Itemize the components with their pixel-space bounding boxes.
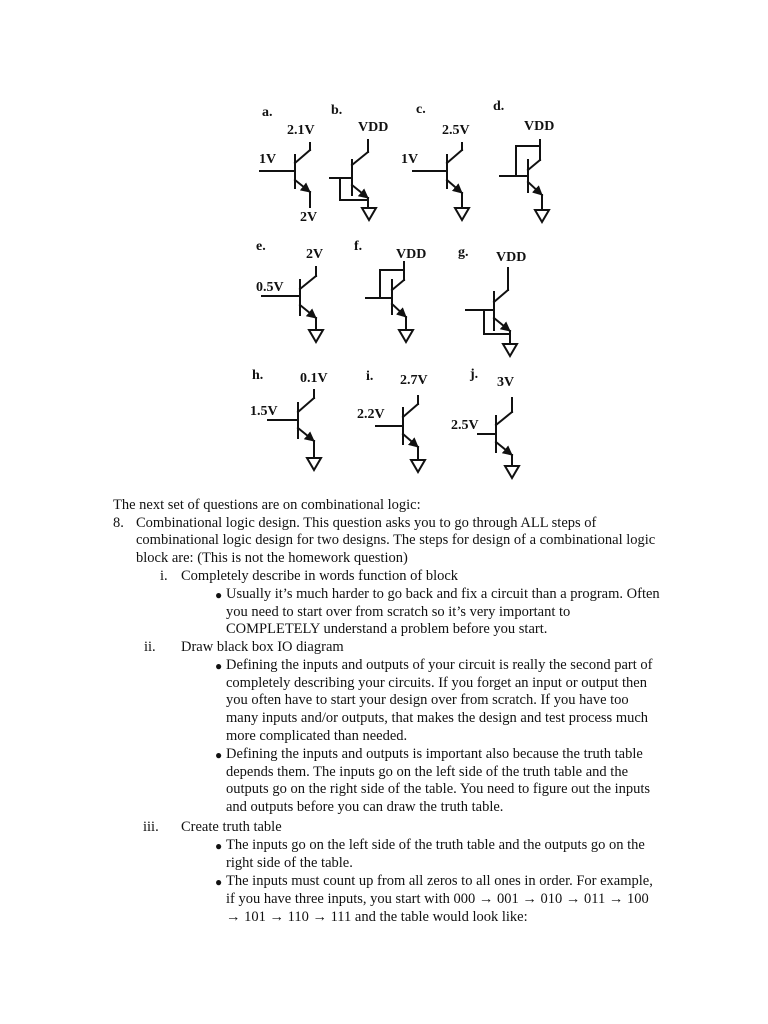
transistor-circuits-figure (0, 0, 768, 500)
voltage-c-collector: 2.5V (442, 123, 470, 138)
circuit-c (413, 143, 469, 220)
circuit-letter-f: f. (354, 239, 363, 254)
circuit-e (262, 267, 323, 342)
step-ii-bullet-1-line-1: Defining the inputs and outputs of your circuit is really the second part of (226, 657, 653, 673)
voltage-i-collector: 2.7V (400, 373, 428, 388)
step-ii-bullet-1-line-3: you often have to start your design over from scratch. If you have too (226, 692, 629, 708)
step-i-number: i. (160, 568, 168, 584)
circuit-letter-g: g. (458, 245, 469, 260)
bullet-icon: ● (215, 748, 223, 762)
voltage-a-collector: 2.1V (287, 123, 315, 138)
voltage-b-collector: VDD (358, 120, 389, 135)
step-ii-bullet-1-line-2: completely describing your circuits. If you forget an input or output then (226, 675, 647, 691)
circuit-j (478, 398, 519, 478)
step-i-bullet-1-line-3: COMPLETELY understand a problem before you start. (226, 621, 548, 637)
step-ii-bullet-2-line-3: outputs go on the right side of the table. You need to figure out the inputs (226, 781, 651, 797)
voltage-j-collector: 3V (497, 375, 515, 390)
circuit-g (466, 268, 517, 356)
circuit-d (500, 140, 549, 222)
bullet-icon: ● (215, 659, 223, 673)
circuit-letter-c: c. (416, 102, 426, 117)
circuit-letter-a: a. (262, 105, 273, 120)
circuit-letter-e: e. (256, 239, 266, 254)
step-iii-bullet-2-line-2: if you have three inputs, you start with 000 → 001 → 010 → 011 → 100 (226, 891, 649, 907)
circuit-f (366, 262, 413, 342)
question-8-line-3: block are: (This is not the homework question) (136, 550, 408, 566)
voltage-e-base: 0.5V (256, 280, 284, 295)
step-ii-bullet-2-line-2: depends them. The inputs go on the left side of the truth table and the (226, 764, 629, 780)
voltage-h-base: 1.5V (250, 404, 278, 419)
voltage-e-collector: 2V (306, 247, 324, 262)
voltage-a-emitter: 2V (300, 210, 318, 225)
circuit-letter-b: b. (331, 103, 343, 118)
voltage-d-collector: VDD (524, 119, 555, 134)
step-ii-heading: Draw black box IO diagram (181, 639, 344, 655)
step-i-bullet-1-line-1: Usually it’s much harder to go back and fix a circuit than a program. Often (226, 586, 660, 602)
step-iii-bullet-1-line-1: The inputs go on the left side of the truth table and the outputs go on the (226, 837, 645, 853)
bullet-icon: ● (215, 839, 223, 853)
question-number: 8. (113, 515, 124, 531)
circuit-letter-j: j. (470, 367, 479, 382)
step-iii-number: iii. (143, 819, 159, 835)
voltage-h-collector: 0.1V (300, 371, 328, 386)
circuit-h (268, 390, 321, 470)
voltage-f-collector: VDD (396, 247, 427, 262)
step-iii-bullet-2-line-3: → 101 → 110 → 111 and the table would look like: (226, 909, 528, 925)
voltage-i-base: 2.2V (357, 407, 385, 422)
circuit-letter-i: i. (366, 369, 374, 384)
question-8-line-1: Combinational logic design. This question asks you to go through ALL steps of (136, 515, 597, 531)
step-iii-bullet-1-line-2: right side of the table. (226, 855, 353, 871)
intro-line: The next set of questions are on combinational logic: (113, 497, 421, 513)
circuit-b (330, 140, 376, 220)
voltage-c-base: 1V (401, 152, 419, 167)
voltage-j-base: 2.5V (451, 418, 479, 433)
bullet-icon: ● (215, 588, 223, 602)
step-ii-bullet-2-line-4: and outputs before you can draw the truth table. (226, 799, 504, 815)
bullet-icon: ● (215, 875, 223, 889)
step-iii-heading: Create truth table (181, 819, 282, 835)
step-ii-bullet-1-line-5: more complicated than needed. (226, 728, 408, 744)
voltage-g-collector: VDD (496, 250, 527, 265)
voltage-a-base: 1V (259, 152, 277, 167)
step-ii-bullet-1-line-4: many inputs and/or outputs, that makes the design and test process much (226, 710, 649, 726)
step-i-bullet-1-line-2: you need to start over from scratch so it’s very important to (226, 604, 571, 620)
step-ii-bullet-2-line-1: Defining the inputs and outputs is important also because the truth table (226, 746, 643, 762)
circuit-letter-h: h. (252, 368, 264, 383)
circuit-letter-d: d. (493, 99, 505, 114)
step-iii-bullet-2-line-1: The inputs must count up from all zeros to all ones in order. For example, (226, 873, 653, 889)
step-i-heading: Completely describe in words function of block (181, 568, 459, 584)
question-8-line-2: combinational logic design for two designs. The steps for design of a combinational logic (136, 532, 656, 548)
step-ii-number: ii. (144, 639, 156, 655)
